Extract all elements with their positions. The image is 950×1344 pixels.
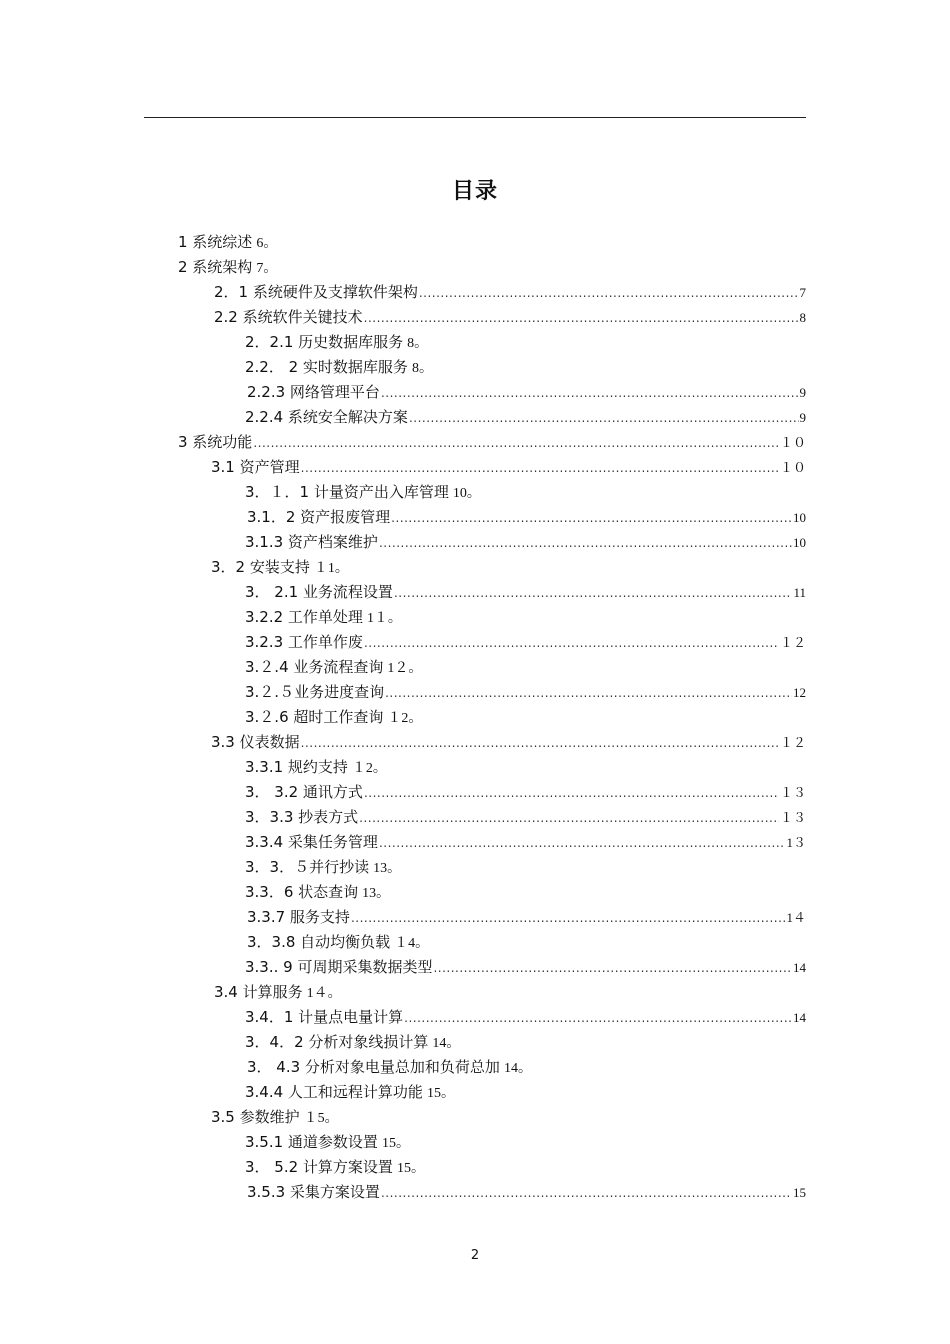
toc-entry-page: 11 (793, 585, 806, 600)
toc-entry-label: 3.3.1 规约支持 (245, 758, 348, 776)
toc-entry[interactable] (247, 380, 806, 404)
header-rule (144, 117, 806, 118)
toc-entry[interactable] (245, 1080, 455, 1104)
toc-entry[interactable] (245, 630, 806, 654)
toc-leader-dots (364, 306, 799, 330)
toc-entry-label: 2.2． 2 实时数据库服务 (245, 358, 408, 376)
toc-entry-label: 3．１．1 计量资产出入库管理 (245, 483, 449, 501)
toc-entry[interactable] (245, 580, 806, 604)
toc-entry[interactable] (211, 455, 806, 479)
toc-entry-label: 3.1 资产管理 (211, 458, 300, 476)
toc-entry[interactable] (247, 905, 806, 929)
toc-entry-label: 3．2 安装支持 (211, 558, 310, 576)
toc-leader-dots (364, 781, 779, 805)
toc-entry-label: 3．3.3 抄表方式 (245, 808, 359, 826)
toc-entry[interactable] (247, 1055, 532, 1079)
toc-entry[interactable] (245, 855, 401, 879)
toc-entry[interactable] (178, 230, 277, 254)
toc-entry-page: １2。 (387, 711, 423, 726)
toc-entry-label: 2．2.1 历史数据库服务 (245, 333, 404, 351)
toc-entry-page: １4。 (394, 936, 430, 951)
toc-leader-dots (379, 531, 792, 555)
toc-entry-label: 3.5.3 采集方案设置 (247, 1183, 380, 1201)
toc-leader-dots (419, 281, 799, 305)
toc-entry-page: 12 (793, 685, 806, 700)
toc-entry-page: 1１。 (366, 611, 402, 626)
toc-entry-page: １０ (779, 460, 806, 475)
toc-entry[interactable] (211, 1105, 339, 1129)
toc-leader-dots (301, 456, 779, 480)
toc-entry-page: 14 (793, 1010, 806, 1025)
toc-entry[interactable] (245, 1155, 425, 1179)
toc-entry-page: １２ (779, 735, 806, 750)
toc-entry[interactable] (214, 280, 806, 304)
toc-entry-page: 10 (793, 535, 806, 550)
page-title: 目录 (451, 179, 498, 204)
toc-entry-label: 3.3 仪表数据 (211, 733, 300, 751)
toc-entry-page: １２ (779, 635, 806, 650)
toc-entry[interactable] (211, 730, 806, 754)
toc-entry-page: 10 (793, 510, 806, 525)
toc-entry[interactable] (245, 805, 806, 829)
toc-entry-page: 1３ (786, 835, 806, 850)
toc-leader-dots (253, 431, 779, 455)
toc-entry[interactable] (245, 780, 806, 804)
toc-entry-page: 13。 (362, 886, 391, 901)
toc-entry-label: 3．4．2 分析对象线损计算 (245, 1033, 429, 1051)
toc-entry-label: 3.5 参数维护 (211, 1108, 300, 1126)
toc-entry-label: 3 系统功能 (178, 433, 253, 451)
toc-entry-label: 3.4 计算服务 (214, 983, 303, 1001)
toc-entry-page: １０ (779, 435, 806, 450)
toc-entry-label: 3.5.1 通道参数设置 (245, 1133, 378, 1151)
toc-entry-page: 15。 (381, 1136, 410, 1151)
toc-entry-page: 15 (793, 1185, 806, 1200)
toc-entry[interactable] (245, 955, 806, 979)
toc-entry-page: 6。 (256, 236, 278, 251)
page-number: 2 (470, 1248, 480, 1263)
toc-entry[interactable] (245, 405, 806, 429)
toc-entry-page: 14。 (503, 1061, 532, 1076)
toc-entry[interactable] (211, 555, 349, 579)
toc-entry-label: 3.2.3 工作单作废 (245, 633, 363, 651)
toc-entry-page: １1。 (313, 561, 349, 576)
toc-entry[interactable] (245, 355, 433, 379)
toc-entry[interactable] (245, 330, 428, 354)
toc-leader-dots (391, 506, 792, 530)
toc-entry-label: 3.２.4 业务流程查询 (245, 658, 384, 676)
toc-leader-dots (364, 631, 779, 655)
toc-entry-label: 3.2.2 工作单处理 (245, 608, 363, 626)
toc-entry-label: 3.4．1 计量点电量计算 (245, 1008, 404, 1026)
toc-entry-page: 13。 (373, 861, 402, 876)
toc-entry-label: 2.2.3 网络管理平台 (247, 383, 380, 401)
toc-entry-page: 15。 (426, 1086, 455, 1101)
toc-entry-page: 1４ (786, 910, 806, 925)
toc-entry[interactable] (245, 655, 422, 679)
toc-entry-label: 3.1．2 资产报废管理 (247, 508, 391, 526)
toc-entry[interactable] (245, 680, 806, 704)
toc-entry-page: 7 (799, 285, 806, 300)
toc-entry-page: １３ (779, 785, 806, 800)
toc-entry-label: 3． 2.1 业务流程设置 (245, 583, 393, 601)
toc-leader-dots (379, 831, 786, 855)
toc-entry-label: 2.2.4 系统安全解决方案 (245, 408, 408, 426)
toc-entry[interactable] (245, 480, 481, 504)
toc-entry-page: 15。 (396, 1161, 425, 1176)
toc-entry-label: 3.3.7 服务支持 (247, 908, 350, 926)
toc-entry-label: 2 系统架构 (178, 258, 253, 276)
toc-entry[interactable] (245, 1030, 460, 1054)
toc-entry-label: 3．3．５并行抄读 (245, 858, 370, 876)
toc-entry-page: 9 (799, 410, 806, 425)
toc-entry-page: １5。 (303, 1111, 339, 1126)
toc-entry[interactable] (245, 1130, 410, 1154)
toc-entry-page: 8 (799, 310, 806, 325)
toc-entry-label: 3.3.. 9 可周期采集数据类型 (245, 958, 433, 976)
toc-entry[interactable] (247, 1180, 806, 1204)
toc-entry-label: 3． 3.2 通讯方式 (245, 783, 363, 801)
toc-entry-page: 1４。 (306, 986, 342, 1001)
toc-entry[interactable] (245, 880, 390, 904)
toc-entry-label: 3.２.５业务进度查询 (245, 683, 385, 701)
toc-entry-page: 7。 (256, 261, 278, 276)
toc-entry[interactable] (178, 430, 806, 454)
toc-entry[interactable] (245, 755, 387, 779)
toc-entry-page: 9 (799, 385, 806, 400)
toc-entry[interactable] (245, 1005, 806, 1029)
toc-entry[interactable] (245, 705, 422, 729)
toc-entry-label: 3.3.4 采集任务管理 (245, 833, 378, 851)
toc-entry-label: 3． 4.3 分析对象电量总加和负荷总加 (247, 1058, 500, 1076)
toc-entry-label: 2．1 系统硬件及支撑软件架构 (214, 283, 418, 301)
toc-leader-dots (385, 681, 792, 705)
toc-entry[interactable] (245, 605, 402, 629)
toc-entry-page: １2。 (351, 761, 387, 776)
toc-leader-dots (351, 906, 786, 930)
toc-leader-dots (433, 956, 792, 980)
toc-leader-dots (404, 1006, 792, 1030)
toc-leader-dots (409, 406, 799, 430)
toc-entry-page: １３ (779, 810, 806, 825)
toc-leader-dots (359, 806, 779, 830)
toc-entry[interactable] (245, 830, 806, 854)
toc-entry-label: 3.1.3 资产档案维护 (245, 533, 378, 551)
toc-entry-label: 3． 5.2 计算方案设置 (245, 1158, 393, 1176)
toc-entry[interactable] (214, 980, 342, 1004)
toc-leader-dots (381, 1181, 792, 1205)
toc-entry-page: 14 (793, 960, 806, 975)
toc-entry-page: 10。 (452, 486, 481, 501)
toc-leader-dots (381, 381, 799, 405)
toc-entry-label: 1 系统综述 (178, 233, 253, 251)
toc-entry-label: 3．3.8 自动均衡负载 (247, 933, 391, 951)
toc-entry[interactable] (214, 305, 806, 329)
toc-entry[interactable] (178, 255, 277, 279)
toc-leader-dots (301, 731, 779, 755)
toc-entry[interactable] (245, 530, 806, 554)
toc-entry[interactable] (247, 505, 806, 529)
toc-entry-label: 2.2 系统软件关键技术 (214, 308, 363, 326)
toc-entry-label: 3.3．6 状态查询 (245, 883, 359, 901)
toc-entry-page: 8。 (411, 361, 433, 376)
toc-entry-page: 8。 (407, 336, 429, 351)
toc-entry[interactable] (247, 930, 429, 954)
toc-leader-dots (394, 581, 793, 605)
toc-entry-label: 3.２.6 超时工作查询 (245, 708, 384, 726)
toc-entry-label: 3.4.4 人工和远程计算功能 (245, 1083, 423, 1101)
toc-entry-page: 14。 (432, 1036, 461, 1051)
toc-entry-page: 1２。 (387, 661, 423, 676)
